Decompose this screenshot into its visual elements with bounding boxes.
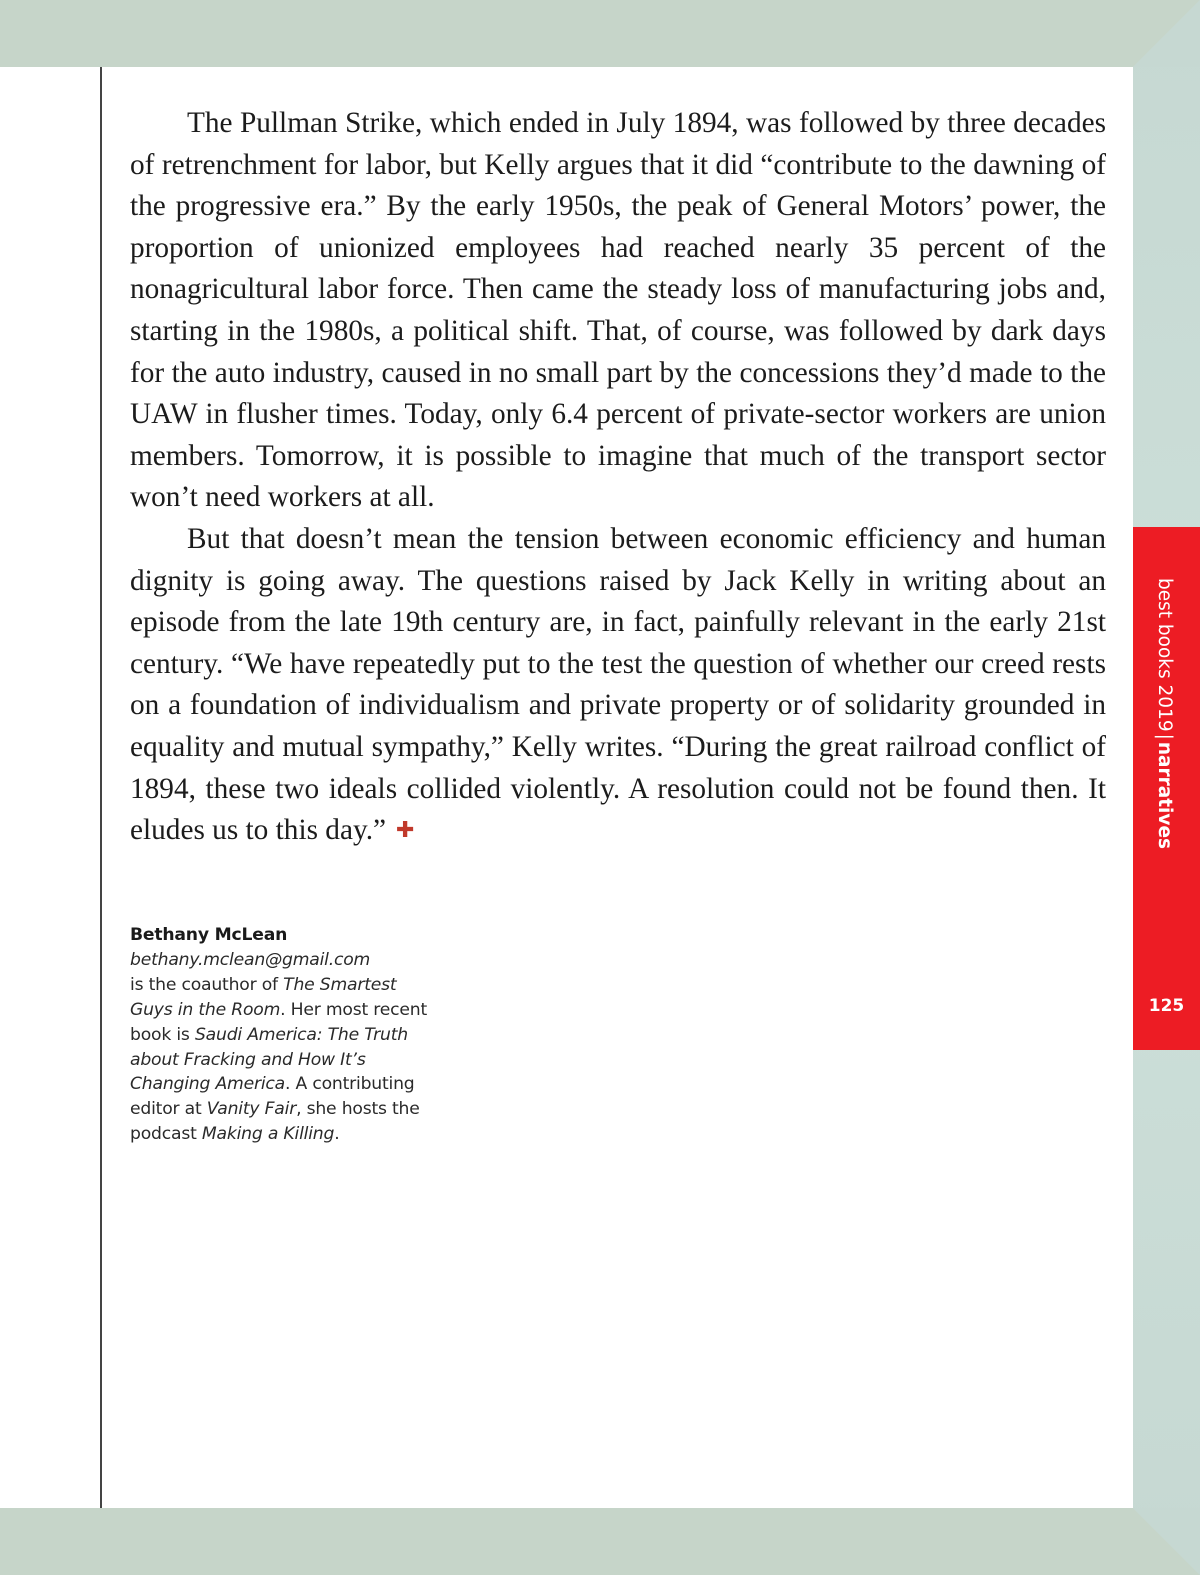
article-paragraph-2 [130,519,1106,854]
article-body [130,103,1106,854]
bio-text-5: . [334,1124,340,1145]
author-email[interactable]: bethany.mclean@gmail.com [130,949,371,970]
author-bio-text [130,975,427,1144]
article-paragraph-1: The Pullman Strike, which ended in July 1894, was followed by three decades of retrenchment for labor, but Kelly argues that it did “contribute to the dawning of the progressive era.” By the early 1950s, the peak of General Motors’ power, the proportion of unionized employees had reached nearly 35 percent of the nonagricultural labor force. Then came the steady loss of manufacturing jobs and, starting in the 1980s, a political shift. That, of course, was followed by dark days for the auto industry, caused in no small part by the concessions they’d made to the UAW in flusher times. Today, only 6.4 percent of private-sector workers are union members. Tomorrow, it is possible to imagine that much of the transport sector won’t need workers at all. [130,107,1106,514]
bio-text-1: is the coauthor of [130,974,284,995]
tab-separator: | [1154,733,1175,740]
bio-text-2: . Her most recent book is [130,999,428,1045]
tab-publication: best books 2019 [1154,578,1175,732]
bio-text-4: , she hosts the podcast [130,1099,420,1145]
end-of-article-icon: ✚ [396,818,415,844]
author-bio [130,923,440,1147]
bio-magazine: Vanity Fair [206,1099,297,1120]
bottom-corner-fold [1133,1508,1200,1575]
bio-podcast: Making a Killing [201,1124,335,1145]
bio-book-2: Saudi America: The Truth about Fracking and How It’s Changing America [130,1024,408,1095]
author-name: Bethany McLean [130,925,288,945]
top-corner-fold [1133,0,1200,67]
tab-section: narratives [1154,741,1175,850]
bio-book-1: The Smartest Guys in the Room [130,974,397,1020]
page-number: 125 [1148,996,1185,1016]
section-tab-label [1145,578,1185,868]
gutter-rule [100,67,102,1508]
bio-text-3: . A contributing editor at [130,1074,415,1120]
svg-text:best books 2019|narratives [1154,578,1175,849]
article-paragraph-2-text: But that doesn’t mean the tension between economic efficiency and human dignity is going away. The questions raised by Jack Kelly in writing about an episode from the late 19th century are, in fact, painfully relevant in the early 21st century. “We have repeatedly put to the test the question of whether our creed rests on a foundation of individualism and private property or of solidarity grounded in equality and mutual sympathy,” Kelly writes. “During the great railroad conflict of 1894, these two ideals collided violently. A resolution could not be found then. It eludes us to this day.” [130,522,1106,847]
